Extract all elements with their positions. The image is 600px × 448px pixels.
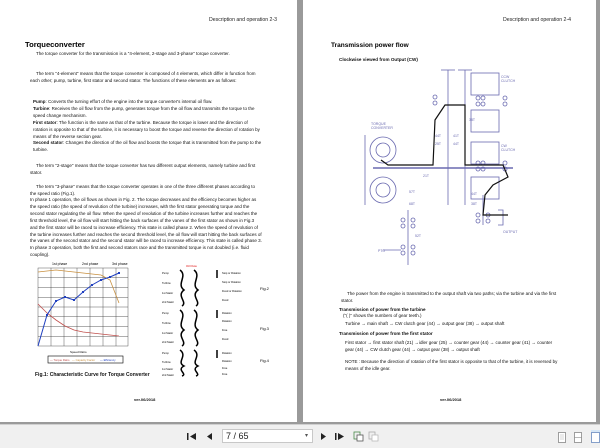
svg-text:Fixed: Fixed [222, 299, 229, 302]
power-path-first-stator: First stator → first stator shaft (21) →idler gear (25) → counter gear (44) → counter gear (41) → counter gear (44) → CW clutch gear (44) → output gear (38) → output shaft [345, 340, 553, 352]
svg-text:Oil Flow: Oil Flow [186, 264, 197, 268]
svg-text:— Torque Ratio: — Torque Ratio [50, 358, 70, 362]
paragraph: The term "2-stage" means that the torque converter has two different output elements, namely turbine and first stator. [30, 163, 256, 175]
svg-text:CONVERTER: CONVERTER [371, 126, 393, 130]
running-head: Description and operation 2-3 [209, 17, 278, 23]
extract-page-button[interactable] [352, 430, 364, 443]
single-page-view-button[interactable] [558, 430, 568, 442]
page-indicator: 7 / 65 [226, 431, 249, 441]
svg-text:2nd Stator: 2nd Stator [162, 341, 174, 344]
svg-text:57T: 57T [409, 190, 416, 194]
page-number-input[interactable] [222, 429, 313, 443]
paragraph: The term "3-phase" means that the torque converter operates in one of the three different phases according to the speed ratio (Fig.1). [30, 184, 255, 196]
section-title: Transmission of power from the turbine [339, 307, 426, 312]
svg-text:— Efficiency: — Efficiency [100, 358, 116, 362]
next-page-button[interactable] [317, 430, 329, 443]
svg-text:2nd Stator: 2nd Stator [162, 301, 174, 304]
svg-text:CLUTCH: CLUTCH [501, 79, 516, 83]
svg-text:1st Stator: 1st Stator [162, 368, 174, 371]
first-page-button[interactable] [185, 430, 197, 443]
paragraph: The torque converter for the transmission is a "4-element, 2-stage and 3-phase" torque converter. [36, 51, 230, 56]
paragraph: The power from the engine is transmitted to the output shaft via two paths; via the turbine and via the first stator. [341, 291, 557, 303]
svg-text:41T: 41T [453, 134, 460, 138]
svg-text:Free: Free [222, 367, 228, 370]
page-2-4 [303, 0, 596, 422]
svg-text:38T: 38T [471, 202, 478, 206]
page-title: Transmission power flow [331, 42, 409, 49]
capacity-factor-line [38, 270, 119, 303]
single-page-icon [558, 432, 566, 443]
svg-text:Rotation: Rotation [222, 352, 232, 355]
svg-text:Free: Free [222, 373, 228, 376]
characteristic-curve-chart [30, 260, 140, 370]
figure-caption: Fig.1: Characteristic Curve for Torque Converter [35, 372, 150, 378]
oil-flow-figures [160, 262, 295, 377]
svg-text:— Capacity Factor: — Capacity Factor [72, 358, 96, 362]
svg-text:44T: 44T [435, 134, 442, 138]
svg-text:Turbine: Turbine [162, 361, 171, 364]
continuous-page-icon [574, 432, 582, 443]
paragraph: The term "4-element" means that the torque converter is composed of 4 elements, which differ in function from each other; pump, turbine, first stator and second stator. The functions of these elements are as follows: [30, 71, 256, 83]
continuous-view-button[interactable] [574, 430, 584, 442]
navigation-toolbar [0, 424, 600, 448]
copy-pages-icon [368, 431, 379, 442]
section-title: Transmission of power from the first stator [339, 331, 433, 336]
power-flow-diagram [353, 65, 553, 270]
svg-text:Stop or Rotation: Stop or Rotation [222, 281, 241, 284]
svg-text:Rotation: Rotation [222, 320, 232, 323]
note: NOTE : Because the direction of rotation of the first stator is opposite to that of the turbine, it is reversed by means of the idle gear. [345, 359, 558, 371]
svg-text:68T: 68T [409, 202, 416, 206]
svg-text:Rotation: Rotation [222, 360, 232, 363]
svg-text:Pump: Pump [162, 312, 169, 315]
previous-page-icon [206, 432, 213, 441]
svg-text:Pump: Pump [162, 352, 169, 355]
page-2-3 [0, 0, 297, 422]
svg-text:CCW: CCW [501, 75, 510, 79]
svg-text:CLUTCH: CLUTCH [501, 148, 516, 152]
previous-page-button[interactable] [203, 430, 215, 443]
facing-view-button[interactable] [591, 430, 600, 442]
svg-text:Pump: Pump [162, 272, 169, 275]
facing-pages-icon [591, 432, 600, 443]
svg-text:1st Stator: 1st Stator [162, 332, 174, 335]
svg-text:Turbine: Turbine [162, 282, 171, 285]
svg-text:Fixed: Fixed [222, 338, 229, 341]
svg-text:25T: 25T [435, 142, 442, 146]
x-axis-label: Speed Ratio [70, 350, 87, 354]
power-path-turbine: Turbine → main shaft → CW clutch gear (44) → output gear (38) → output shaft [345, 321, 505, 326]
svg-text:Fixed or Rotation: Fixed or Rotation [222, 290, 242, 293]
section-note: ("( )" shows the numbers of gear teeth.) [343, 313, 422, 318]
running-head: Description and operation 2-4 [503, 17, 572, 23]
first-page-icon [187, 432, 196, 441]
phase-label: 2nd phase [82, 262, 99, 266]
page-title: Torqueconverter [25, 40, 85, 49]
svg-text:PTO: PTO [378, 249, 386, 253]
svg-text:44T: 44T [453, 142, 460, 146]
svg-text:Stop or Rotation: Stop or Rotation [222, 272, 241, 275]
fig4-label: Fig.4 [260, 358, 269, 363]
svg-text:2nd Stator: 2nd Stator [162, 374, 174, 377]
chevron-down-icon[interactable]: ▾ [304, 433, 308, 439]
svg-text:Rotation: Rotation [222, 312, 232, 315]
fig3-label: Fig.3 [260, 326, 269, 331]
extract-pages-icon [353, 431, 364, 442]
page-subtitle: Clockwise viewed from Output (CW) [339, 57, 418, 62]
element-definitions: Pump: Converts the turning effort of the engine into the torque converter's internal oil flow. Turbine: Receives the oil flow from the pump, generates torque from the oil flow and transmits the torque to the speed change mechanism. First stator: The function is the same as that of the turbine. Because the torque is lower and the direction of rotation is opposite to that of the turbine, it is necessary to boost the torque and reverse the direction of rotation by means of the reverse section gear. Second stator: Changes the direction of the oil flow and boosts the torque that is transmitted from the pump to the turbine. [33, 99, 262, 153]
svg-text:CW: CW [501, 144, 507, 148]
paragraph: In phase 1 operation, the oil flows as shown in Fig. 2. The torque decreases and the efficiency becomes higher as the speed ratio (the speed of revolution of the turbine) increases, with the first stator generating torque and the second stator regulating the oil flow. When the speed of revolution of the turbine increases further and reaches the first threshold level, the oil flow will start hitting the back surfaces of the vanes of the first stator as shown in Fig.3 and the first stator will be raced to increase efficiency. This state is called phase 2. When the speed of revolution of the turbine increases further and reaches the second threshold level, the oil flow will start hitting the back surfaces of the vanes of the second stator and the second stator will be raced to increase efficiency. This state is called phase 3. In phase 3 operation, both the first and second stators race and the transmitted torque is not doubled (i.e. fluid coupling). [30, 197, 262, 258]
svg-text:Turbine: Turbine [162, 322, 171, 325]
page-footer: ver.06/2018 [440, 397, 462, 402]
svg-text:52T: 52T [415, 234, 422, 238]
svg-text:Free: Free [222, 329, 228, 332]
svg-text:TORQUE: TORQUE [371, 122, 386, 126]
svg-text:21T: 21T [423, 174, 430, 178]
phase-label: 1st phase [52, 262, 68, 266]
page-footer: ver.06/2018 [134, 397, 156, 402]
svg-text:1st Stator: 1st Stator [162, 292, 174, 295]
copy-page-button[interactable] [367, 430, 379, 443]
fig2-label: Fig.2 [260, 286, 269, 291]
next-page-icon [320, 432, 327, 441]
svg-text:OUTPUT: OUTPUT [503, 230, 518, 234]
last-page-button[interactable] [333, 430, 345, 443]
torque-ratio-line [38, 304, 119, 336]
phase-label: 3rd phase [112, 262, 128, 266]
last-page-icon [335, 432, 344, 441]
svg-text:44T: 44T [471, 192, 478, 196]
svg-text:38T: 38T [469, 118, 476, 122]
